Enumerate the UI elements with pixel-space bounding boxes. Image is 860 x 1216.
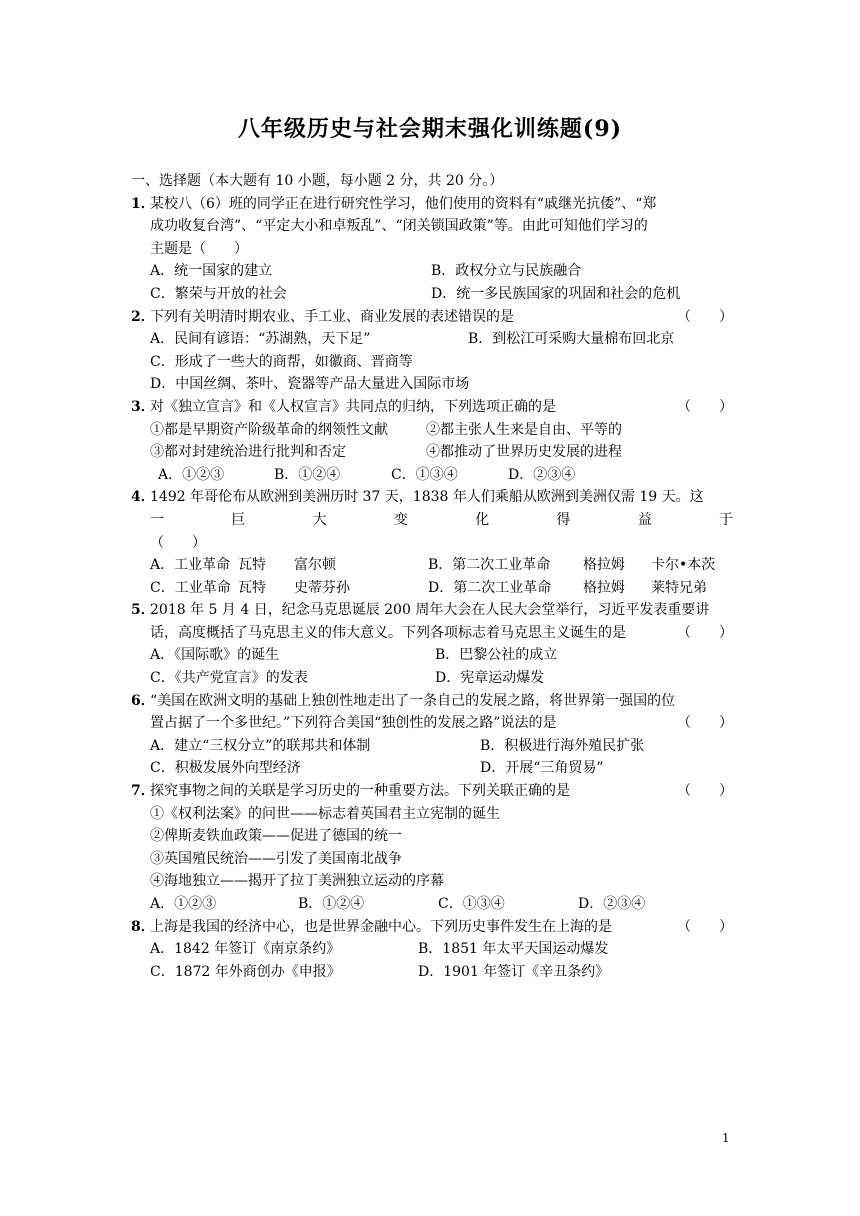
option-a: A．1842 年签订《南京条约》 [150, 941, 341, 958]
question-5 [131, 599, 733, 689]
statement-2: ②都主张人生来是自由、平等的 [426, 421, 622, 438]
question-number: 8． [131, 918, 155, 935]
question-number: 2． [131, 308, 155, 325]
answer-blank: （ ） [677, 308, 733, 325]
question-text: 下列有关明清时期农业、手工业、商业发展的表述错误的是 [150, 308, 514, 325]
question-text: 探究事物之间的关联是学习历史的一种重要方法。下列关联正确的是 [150, 783, 570, 800]
question-2 [131, 306, 733, 396]
answer-blank: （ ） [677, 783, 733, 800]
question-text: 上海是我国的经济中心，也是世界金融中心。下列历史事件发生在上海的是 [150, 918, 612, 935]
question-number: 5． [131, 602, 155, 619]
char: 于 [718, 511, 733, 528]
statement-3: ③英国殖民统治——引发了美国南北战争 [150, 850, 402, 867]
option-a: A．①②③ [158, 466, 225, 483]
char: 一 [150, 511, 164, 528]
option-d: D．②③④ [508, 466, 576, 483]
question-number: 4． [131, 489, 155, 506]
question-8 [131, 916, 733, 984]
question-4 [131, 486, 733, 599]
answer-blank: （ ） [150, 534, 206, 551]
option-c: C．1872 年外商创办《申报》 [150, 963, 341, 980]
question-text: 主题是（ ） [150, 240, 248, 257]
option-a: A．《国际歌》的诞生 [150, 647, 280, 664]
option-d: D．②③④ [578, 896, 646, 912]
option-b: B．政权分立与民族融合 [431, 263, 582, 280]
answer-blank: （ ） [677, 715, 733, 732]
option-d: D．宪章运动爆发 [435, 670, 545, 687]
option-b-inventor: 卡尔•本茨 [651, 557, 716, 574]
option-a: A．统一国家的建立 [150, 263, 273, 280]
option-a: A．建立“三权分立”的联邦共和体制 [150, 737, 371, 754]
statement-4: ④都推动了世界历史发展的进程 [426, 444, 622, 461]
question-number: 3． [131, 398, 155, 415]
page-title: 八年级历史与社会期末强化训练题(9) [237, 116, 623, 142]
question-3 [131, 396, 733, 486]
option-b: B．1851 年太平天国运动爆发 [418, 941, 609, 958]
answer-blank: （ ） [677, 918, 733, 935]
option-c: C．工业革命 [150, 579, 231, 596]
section-heading: 一、选择题（本大题有 10 小题，每小题 2 分，共 20 分。） [131, 173, 504, 189]
option-d-inventor: 莱特兄弟 [651, 579, 707, 596]
question-text-justified [131, 509, 733, 532]
char: 化 [475, 511, 490, 528]
option-d: D．中国丝绸、茶叶、瓷器等产品大量进入国际市场 [150, 376, 470, 393]
option-b: B．第二次工业革命 [428, 557, 551, 574]
option-c: C．繁荣与开放的社会 [150, 285, 287, 302]
question-7 [131, 780, 733, 916]
option-a: A．工业革命 [150, 557, 231, 574]
question-number: 1． [131, 195, 155, 212]
option-b: B．到松江可采购大量棉布回北京 [468, 331, 675, 348]
option-b: B．①②④ [298, 896, 365, 912]
char: 益 [637, 511, 652, 528]
statement-3: ③都对封建统治进行批判和否定 [150, 444, 346, 461]
question-text: 话，高度概括了马克思主义的伟大意义。下列各项标志着马克思主义诞生的是 [150, 624, 626, 641]
option-c: C．①③④ [391, 466, 458, 483]
option-b: B．①②④ [274, 466, 341, 483]
answer-blank: （ ） [677, 624, 733, 641]
question-text: 2018 年 5 月 4 日，纪念马克思诞辰 200 周年大会在人民大会堂举行，习近平发表重要讲 [150, 602, 710, 619]
question-6 [131, 690, 733, 780]
option-c: C．积极发展外向型经济 [150, 760, 301, 777]
option-d: D．统一多民族国家的巩固和社会的危机 [431, 285, 681, 302]
option-c-inventor: 史蒂芬孙 [294, 579, 350, 596]
statement-4: ④海地独立——揭开了拉丁美洲独立运动的序幕 [150, 873, 444, 890]
question-text: “美国在欧洲文明的基础上独创性地走出了一条自己的发展之路，将世界第一强国的位 [150, 692, 676, 709]
option-a-inventor: 瓦特 [238, 557, 266, 574]
char: 巨 [231, 511, 246, 528]
option-c: C．①③④ [438, 896, 505, 912]
option-d: D．第二次工业革命 [428, 579, 552, 596]
question-number: 7． [131, 783, 155, 800]
option-b: B．巴黎公社的成立 [435, 647, 558, 664]
option-d: D．开展“三角贸易” [480, 760, 604, 777]
question-text: 某校八（6）班的同学正在进行研究性学习，他们使用的资料有“戚继光抗倭”、“郑 [150, 195, 657, 212]
char: 大 [312, 511, 327, 528]
answer-blank: （ ） [677, 398, 733, 415]
question-1 [131, 193, 733, 306]
option-c: C．形成了一些大的商帮，如徽商、晋商等 [150, 353, 413, 370]
option-a: A．①②③ [150, 896, 217, 912]
option-b-inventor: 格拉姆 [583, 557, 625, 574]
char: 得 [556, 511, 571, 528]
question-text: 置占据了一个多世纪。”下列符合美国“独创性的发展之路”说法的是 [150, 715, 557, 732]
option-c: C．《共产党宣言》的发表 [150, 670, 308, 687]
statement-1: ①《权利法案》的问世——标志着英国君主立宪制的诞生 [150, 805, 500, 822]
page-number: 1 [722, 1131, 730, 1145]
option-c-inventor: 瓦特 [238, 579, 266, 596]
option-b: B．积极进行海外殖民扩张 [480, 737, 645, 754]
question-text: 对《独立宣言》和《人权宣言》共同点的归纳，下列选项正确的是 [150, 398, 556, 415]
char: 变 [393, 511, 408, 528]
question-number: 6． [131, 692, 155, 709]
question-list [131, 170, 733, 983]
statement-2: ②俾斯麦铁血政策——促进了德国的统一 [150, 828, 402, 845]
question-text: 1492 年哥伦布从欧洲到美洲历时 37 天，1838 年人们乘船从欧洲到美洲仅需 19 天。这 [150, 489, 704, 506]
option-d-inventor: 格拉姆 [583, 579, 625, 596]
option-d: D．1901 年签订《辛丑条约》 [418, 963, 610, 980]
option-a-inventor: 富尔顿 [294, 557, 336, 574]
option-a: A．民间有谚语：“苏湖熟，天下足” [150, 331, 371, 348]
question-text: 成功收复台湾”、“平定大小和卓叛乱”、“闭关锁国政策”等。由此可知他们学习的 [150, 218, 648, 235]
statement-1: ①都是早期资产阶级革命的纲领性文献 [150, 421, 388, 438]
